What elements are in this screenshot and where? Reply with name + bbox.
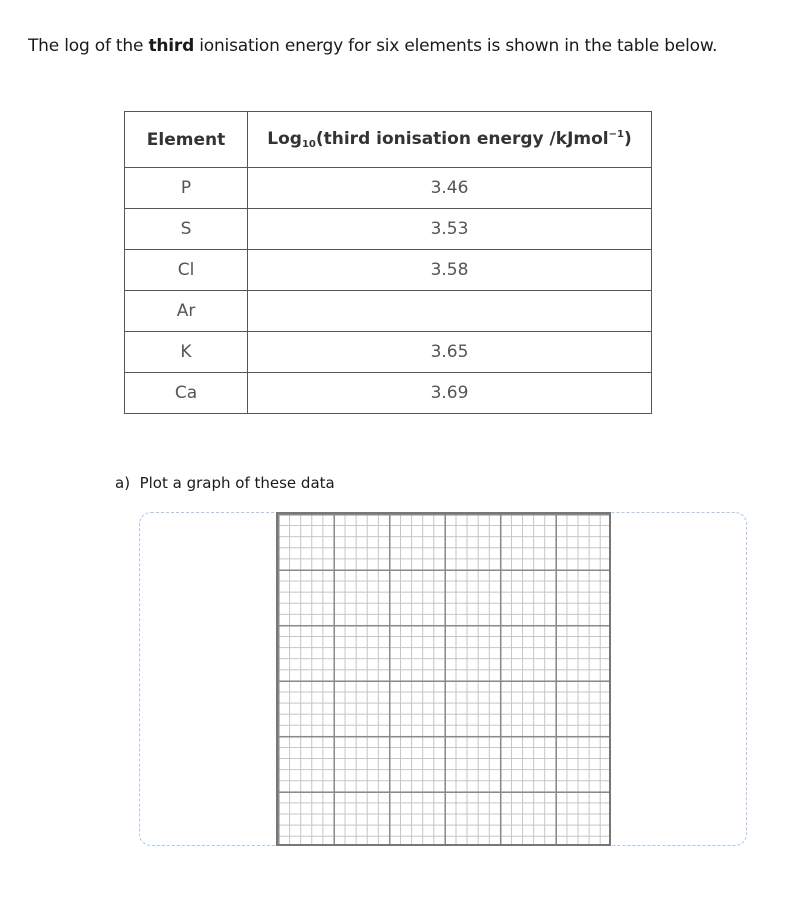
- header-value: Log$_{10}$(third ionisation energy /kJmol$^{-1}$): [248, 112, 652, 168]
- table-row: [125, 291, 652, 332]
- intro-text: The log of the third ionisation energy for six elements is shown in the table below.: [28, 36, 718, 56]
- table-row: [125, 332, 652, 373]
- value-cell: 3.46: [248, 168, 652, 209]
- intro-bold-word: third: [148, 36, 195, 56]
- element-cell: S: [125, 209, 248, 250]
- element-cell: K: [125, 332, 248, 373]
- table-row: [125, 373, 652, 414]
- table-row: [125, 168, 652, 209]
- question-a: [115, 474, 335, 492]
- element-cell: P: [125, 168, 248, 209]
- value-cell: 3.58: [248, 250, 652, 291]
- question-text: Plot a graph of these data: [139, 474, 335, 492]
- element-cell: Ar: [125, 291, 248, 332]
- header-element: Element: [125, 112, 248, 168]
- element-cell: Cl: [125, 250, 248, 291]
- ionisation-table: [124, 111, 652, 414]
- table-row: [125, 209, 652, 250]
- question-label: a): [115, 474, 131, 492]
- graph-paper-grid[interactable]: [276, 512, 611, 846]
- value-cell: 3.69: [248, 373, 652, 414]
- value-cell-blank: [248, 291, 652, 332]
- element-cell: Ca: [125, 373, 248, 414]
- value-cell: 3.53: [248, 209, 652, 250]
- value-cell: 3.65: [248, 332, 652, 373]
- table-row: [125, 250, 652, 291]
- table-header-row: [125, 112, 652, 168]
